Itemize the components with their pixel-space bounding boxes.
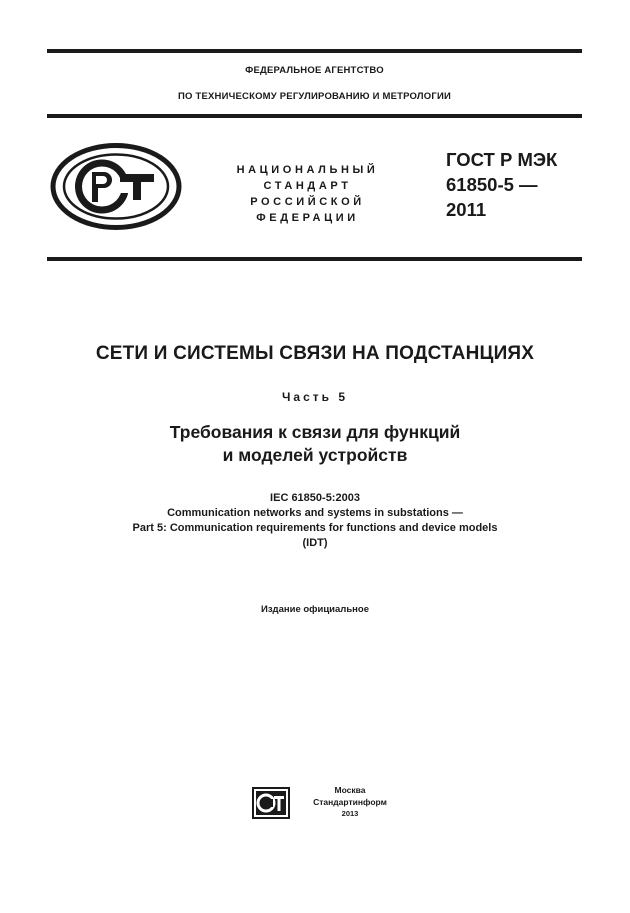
iec-reference bbox=[0, 491, 630, 551]
document-subtitle bbox=[0, 421, 630, 467]
agency-line-2: ПО ТЕХНИЧЕСКОМУ РЕГУЛИРОВАНИЮ И МЕТРОЛОГИИ bbox=[178, 91, 451, 102]
iec-line-2: Communication networks and systems in substations — bbox=[167, 507, 463, 519]
iec-line-4: (IDT) bbox=[302, 537, 328, 549]
gost-designation bbox=[446, 147, 557, 222]
publisher-year: 2013 bbox=[341, 809, 359, 818]
national-standard-line-1: НАЦИОНАЛЬНЫЙ bbox=[236, 164, 379, 176]
document-title: СЕТИ И СИСТЕМЫ СВЯЗИ НА ПОДСТАНЦИЯХ bbox=[95, 343, 535, 364]
subtitle-line-2: и моделей устройств bbox=[222, 445, 408, 465]
standartinform-logo-icon bbox=[252, 787, 290, 819]
subtitle-line-1: Требования к связи для функций bbox=[169, 422, 461, 442]
iec-line-1: IEC 61850-5:2003 bbox=[270, 492, 360, 504]
agency-line-1: ФЕДЕРАЛЬНОЕ АГЕНТСТВО bbox=[245, 65, 384, 76]
publisher-info bbox=[300, 784, 400, 820]
gost-r-logo-icon bbox=[50, 143, 182, 230]
edition-label: Издание официальное bbox=[261, 604, 369, 615]
national-standard-line-4: ФЕДЕРАЦИИ bbox=[256, 212, 359, 224]
gost-line-2: 61850-5 — bbox=[446, 174, 538, 195]
part-label: Часть 5 bbox=[281, 390, 349, 404]
top-rule bbox=[47, 49, 582, 53]
national-standard-line-3: РОССИЙСКОЙ bbox=[250, 196, 365, 208]
standard-block-bottom-rule bbox=[47, 257, 582, 261]
gost-line-3: 2011 bbox=[446, 199, 487, 220]
gost-line-1: ГОСТ Р МЭК bbox=[446, 149, 558, 170]
national-standard-line-2: СТАНДАРТ bbox=[263, 180, 352, 192]
iec-line-3: Part 5: Communication requirements for functions and device models bbox=[132, 522, 498, 534]
agency-bottom-rule bbox=[47, 114, 582, 118]
publisher-name: Стандартинформ bbox=[313, 797, 387, 807]
publisher-city: Москва bbox=[334, 785, 366, 795]
